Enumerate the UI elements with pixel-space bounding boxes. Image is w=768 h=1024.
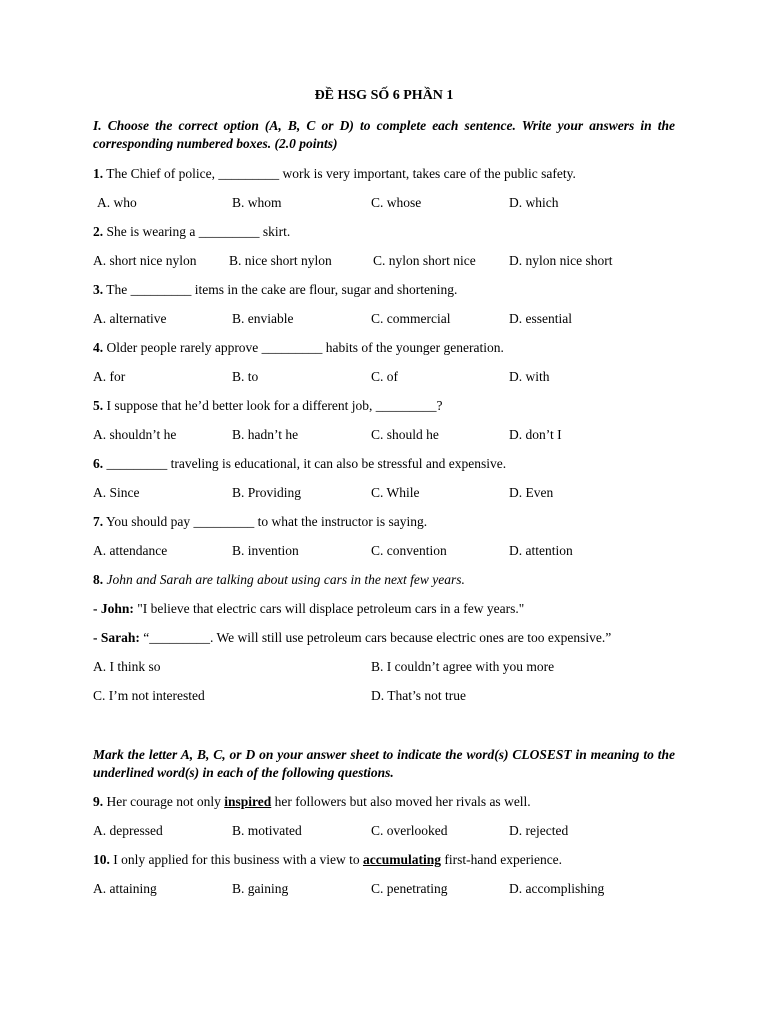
option-a: A. attendance xyxy=(93,543,168,558)
question-text-after: first-hand experience. xyxy=(440,852,563,867)
question-text-after: her followers but also moved her rivals as well. xyxy=(271,794,531,809)
question-number: 9. xyxy=(93,794,104,809)
option-b: B. whom xyxy=(232,195,282,210)
question-number: 3. xyxy=(93,282,104,297)
question-text-before: Her courage not only xyxy=(103,794,225,809)
question-text: I suppose that he’d better look for a different job, _________? xyxy=(103,398,443,413)
question-number: 7. xyxy=(93,514,104,529)
option-a: A. depressed xyxy=(93,823,163,838)
question-text: She is wearing a _________ skirt. xyxy=(103,224,291,239)
option-b: B. I couldn’t agree with you more xyxy=(371,659,555,674)
option-c: C. whose xyxy=(371,195,422,210)
question-4 xyxy=(93,339,504,357)
question-text: You should pay _________ to what the instructor is saying. xyxy=(103,514,428,529)
option-c: C. I’m not interested xyxy=(93,688,205,703)
option-d: D. which xyxy=(509,195,559,210)
option-d: D. accomplishing xyxy=(509,881,605,896)
option-c: C. commercial xyxy=(371,311,451,326)
question-6 xyxy=(93,455,506,473)
option-b: B. motivated xyxy=(232,823,302,838)
question-text: The Chief of police, _________ work is very important, takes care of the public safety. xyxy=(103,166,576,181)
option-d: D. rejected xyxy=(509,823,569,838)
dialogue-sarah xyxy=(93,629,611,647)
dialogue-john xyxy=(93,600,524,618)
question-number: 4. xyxy=(93,340,104,355)
question-number: 6. xyxy=(93,456,104,471)
option-a: A. Since xyxy=(93,485,140,500)
option-c: C. of xyxy=(371,369,398,384)
question-1 xyxy=(93,165,576,183)
option-b: B. Providing xyxy=(232,485,302,500)
option-c: C. overlooked xyxy=(371,823,448,838)
option-b: B. gaining xyxy=(232,881,289,896)
question-7 xyxy=(93,513,427,531)
dialogue-text: “_________. We will still use petroleum cars because electric ones are too expensive.” xyxy=(139,630,612,645)
option-d: D. nylon nice short xyxy=(509,253,613,268)
option-d: D. with xyxy=(509,369,550,384)
option-d: D. Even xyxy=(509,485,554,500)
question-text: _________ traveling is educational, it can also be stressful and expensive. xyxy=(103,456,507,471)
question-9 xyxy=(93,793,531,811)
option-a: A. for xyxy=(93,369,126,384)
option-c: C. While xyxy=(371,485,420,500)
option-b: B. to xyxy=(232,369,259,384)
option-d: D. essential xyxy=(509,311,572,326)
option-b: B. nice short nylon xyxy=(229,253,332,268)
option-d: D. That’s not true xyxy=(371,688,466,703)
option-b: B. enviable xyxy=(232,311,294,326)
section1-instruction: I. Choose the correct option (A, B, C or D) to complete each sentence. Write your answers in the corresponding numbered boxes. (2.0 points) xyxy=(93,118,675,151)
option-b: B. invention xyxy=(232,543,299,558)
option-c: C. nylon short nice xyxy=(373,253,476,268)
underlined-word: inspired xyxy=(224,794,272,809)
option-a: A. I think so xyxy=(93,659,161,674)
option-b: B. hadn’t he xyxy=(232,427,299,442)
option-a: A. attaining xyxy=(93,881,157,896)
option-d: D. attention xyxy=(509,543,573,558)
option-c: C. penetrating xyxy=(371,881,448,896)
question-3 xyxy=(93,281,457,299)
option-a: A. short nice nylon xyxy=(93,253,197,268)
section2-instruction: Mark the letter A, B, C, or D on your answer sheet to indicate the word(s) CLOSEST in meaning to the underlined word(s) in each of the following questions. xyxy=(93,747,675,780)
question-5 xyxy=(93,397,443,415)
option-a: A. alternative xyxy=(93,311,167,326)
option-a: A. shouldn’t he xyxy=(93,427,177,442)
question-2 xyxy=(93,223,290,241)
speaker-label: - Sarah: xyxy=(93,630,140,645)
question-number: 10. xyxy=(93,852,110,867)
question-text: Older people rarely approve _________ habits of the younger generation. xyxy=(103,340,504,355)
question-number: 1. xyxy=(93,166,104,181)
question-number: 2. xyxy=(93,224,104,239)
question-number: 8. xyxy=(93,572,104,587)
question-number: 5. xyxy=(93,398,104,413)
question-text: The _________ items in the cake are flour, sugar and shortening. xyxy=(103,282,458,297)
dialogue-text: "I believe that electric cars will displace petroleum cars in a few years." xyxy=(133,601,525,616)
option-a: A. who xyxy=(97,195,137,210)
underlined-word: accumulating xyxy=(362,852,441,867)
option-d: D. don’t I xyxy=(509,427,562,442)
option-c: C. should he xyxy=(371,427,439,442)
question-text-before: I only applied for this business with a view to xyxy=(109,852,363,867)
page-title: ĐỀ HSG SỐ 6 PHẦN 1 xyxy=(314,88,454,103)
question-10 xyxy=(93,851,562,869)
question-text: John and Sarah are talking about using cars in the next few years. xyxy=(103,572,465,587)
speaker-label: - John: xyxy=(93,601,134,616)
question-8 xyxy=(93,571,465,589)
option-c: C. convention xyxy=(371,543,447,558)
